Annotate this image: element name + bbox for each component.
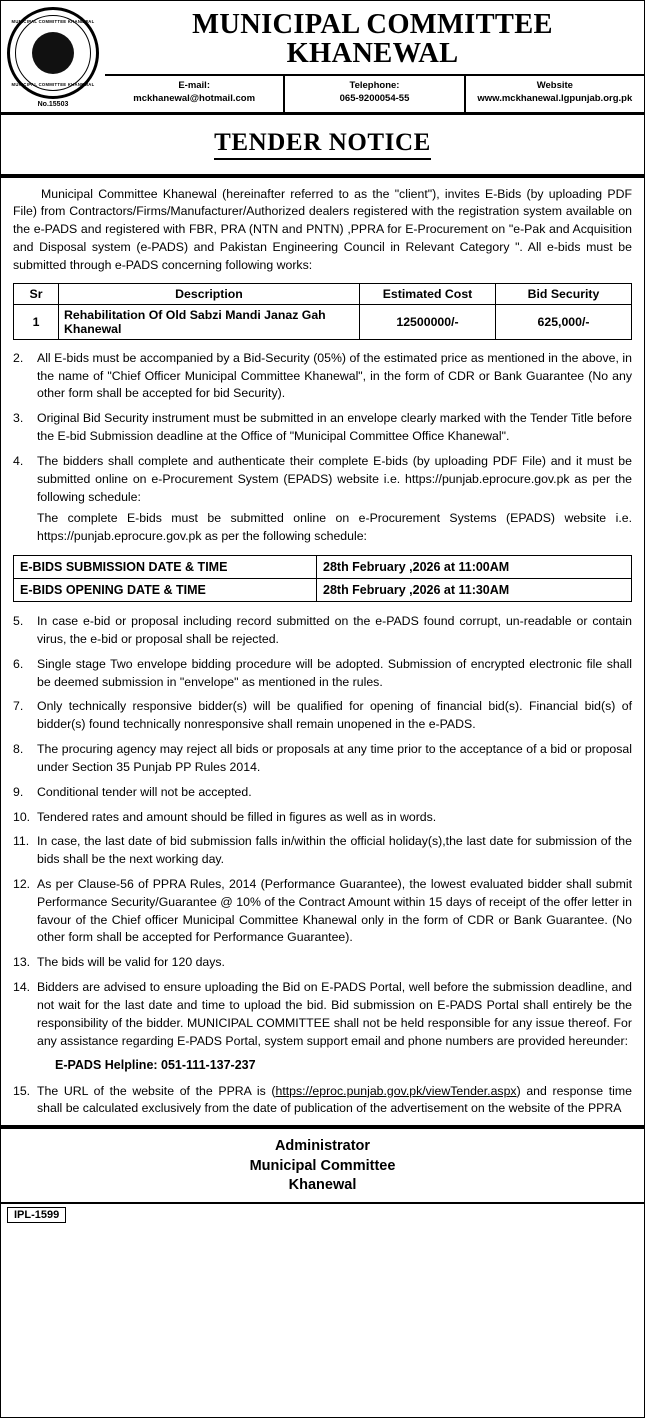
clause-4-subtext-label: The complete E-bids must be submitted online on e-Procurement Systems (EPADS) website i.e. https://punjab.eprocure.gov.pk as per the following schedule: — [37, 511, 632, 544]
seal-top-text: MUNICIPAL COMMITTEE KHANEWAL — [11, 18, 95, 24]
contact-website-label: Website — [536, 80, 573, 91]
footer-reference-bar — [1, 1202, 644, 1227]
clause-number: 13. — [13, 955, 31, 970]
clause-text: All E-bids must be accompanied by a Bid-Security (05%) of the estimated price as mentioned in the above, in the name of "Chief Officer Municipal Committee Khanewal", in the form of CDR or Bank Guarantee (No any other form shall be accepted for bid Security). — [37, 350, 632, 401]
clause-text: Original Bid Security instrument must be submitted in an envelope clearly marked with the Tender Title before the E-bid Submission deadline at the Office of "Municipal Committee Office Khanewal". — [37, 411, 632, 444]
title-band — [1, 115, 644, 166]
schedule-table — [13, 555, 632, 602]
list-item — [13, 876, 632, 947]
contact-bar — [105, 74, 644, 112]
clause-text: Tendered rates and amount should be filled in figures as well as in words. — [37, 809, 437, 824]
signatory-designation: Administrator — [274, 1138, 371, 1155]
list-item — [13, 809, 632, 827]
list-item — [13, 656, 632, 692]
clause-text: As per Clause-56 of PPRA Rules, 2014 (Performance Guarantee), the lowest evaluated bidder shall submit Performance Security/Guarantee @ 10% of the Contract Amount within 15 days of receipt of the offer letter in favour of the Chief officer Municipal Committee Khanewal only in the form of CDR or Bank Guarantee. (No other form shall be accepted for Performance Guarantee). — [37, 876, 632, 945]
list-item — [13, 698, 632, 734]
seal-number: No.15503 — [37, 100, 69, 108]
clause-text: The bidders shall complete and authenticate their complete E-bids (by uploading PDF File) and it must be submitted online on e-Procurement System (EPADS) website i.e. https://punjab.eprocure.gov.pk as per the following schedule: — [37, 453, 632, 504]
contact-telephone — [283, 76, 463, 112]
signatory-organization: Municipal Committee — [249, 1157, 396, 1174]
clause-number: 4. — [13, 453, 24, 468]
clause-text: In case, the last date of bid submission falls in/within the official holiday(s),the last date for submission of the bids shall be the next working day. — [37, 834, 632, 867]
contact-email-value[interactable]: mckhanewal@hotmail.com — [133, 92, 256, 104]
contact-telephone-label: Telephone: — [349, 80, 400, 91]
list-item — [13, 453, 632, 546]
masthead — [1, 1, 644, 115]
clause-text: The bids will be valid for 120 days. — [37, 955, 225, 970]
ppra-url-link[interactable]: https://eproc.punjab.gov.pk/viewTender.aspx — [275, 1083, 517, 1098]
clause-number: 10. — [13, 809, 31, 824]
list-item — [13, 741, 632, 777]
clause-number: 9. — [13, 784, 24, 799]
schedule-opening-value: 28th February ,2026 at 11:30AM — [317, 579, 632, 602]
works-col-bid-security: Bid Security — [496, 283, 632, 304]
list-item — [13, 954, 632, 972]
intro-paragraph: Municipal Committee Khanewal (hereinafter referred to as the "client"), invites E-Bids (by uploading PDF File) from Contractors/Firms/Manufacturer/Authorized dealers registered with the registration system available on the e-PADS and registered with FBR, PRA (NTN and PNTN) ,PPRA for E-Procurement on "e-Pak and Acquisition and Disposal system (e-PADS) and Pakistan Engineering Council in Relevant Category ". All e-bids must be submitted through e-PADS concerning following works: — [13, 186, 632, 272]
clause-list-before-schedule — [13, 350, 632, 546]
contact-email — [105, 76, 283, 112]
contact-website-value[interactable]: www.mckhanewal.lgpunjab.org.pk — [477, 92, 633, 104]
reference-number: IPL-1599 — [7, 1207, 66, 1223]
works-col-estimated-cost: Estimated Cost — [360, 283, 496, 304]
signatory-location: Khanewal — [288, 1177, 357, 1194]
clause-number: 2. — [13, 350, 24, 365]
works-table-header-row — [14, 283, 632, 304]
clause-text: Only technically responsive bidder(s) will be qualified for opening of financial bid(s). Financial bid(s) of bidder(s) found technically nonresponsive shall remain unopened in the e-PADS. — [37, 699, 632, 732]
clause-text: Single stage Two envelope bidding procedure will be adopted. Submission of encrypted electronic file shall be deemed submission in "envelope" as mentioned in the rules. — [37, 656, 632, 689]
table-row — [14, 556, 632, 579]
list-item — [13, 979, 632, 1074]
clause-number: 7. — [13, 699, 24, 714]
signature-block — [1, 1129, 644, 1202]
schedule-opening-label: E-BIDS OPENING DATE & TIME — [14, 579, 317, 602]
seal-bottom-text: MUNICIPAL COMMITTEE KHANEWAL — [11, 81, 95, 87]
seal-emblem-icon — [32, 32, 74, 74]
contact-website — [464, 76, 644, 112]
clause-4-subtext — [37, 510, 632, 546]
header-right — [105, 1, 644, 112]
clause-number: 11. — [13, 834, 30, 849]
works-col-sr: Sr — [14, 283, 59, 304]
logo-area — [1, 1, 105, 112]
clause-15-suffix: ) and response time shall be calculated exclusively from the date of publication of the advertisement on the website of the PPRA — [37, 1083, 632, 1116]
clause-number: 15. — [13, 1083, 31, 1098]
schedule-submission-value: 28th February ,2026 at 11:00AM — [317, 556, 632, 579]
clause-text: Conditional tender will not be accepted. — [37, 784, 252, 799]
organization-title: MUNICIPAL COMMITTEE KHANEWAL — [192, 9, 553, 69]
table-row — [14, 304, 632, 339]
schedule-submission-label: E-BIDS SUBMISSION DATE & TIME — [14, 556, 317, 579]
clause-15-prefix: The URL of the website of the PPRA is ( — [37, 1083, 276, 1098]
works-table — [13, 283, 632, 340]
list-item — [13, 350, 632, 403]
epads-helpline: E-PADS Helpline: 051-111-137-237 — [55, 1058, 256, 1073]
contact-email-label: E-mail: — [178, 80, 210, 91]
table-row — [14, 579, 632, 602]
list-item — [13, 1083, 632, 1119]
clause-number: 6. — [13, 656, 24, 671]
notice-body — [1, 178, 644, 1119]
list-item — [13, 613, 632, 649]
works-cell-bid-security: 625,000/- — [496, 304, 632, 339]
clause-list-after-schedule — [13, 613, 632, 1118]
clause-text: The procuring agency may reject all bids or proposals at any time prior to the acceptance of a bid or proposal under Section 35 Punjab PP Rules 2014. — [37, 742, 632, 774]
clause-text: Bidders are advised to ensure uploading the Bid on E-PADS Portal, well before the submission deadline, and not wait for the last date and time to upload the bid. Bid submission on E-PADS Portal shall entirely be the responsibility of the bidder. MUNICIPAL COMMITTEE shall not be held responsible for any issue thereof. For any assistance regarding E-PADS Portal, system support email and phone numbers are provided hereunder: — [37, 980, 632, 1048]
clause-number: 8. — [13, 742, 24, 757]
contact-telephone-value: 065-9200054-55 — [339, 92, 410, 104]
clause-number: 14. — [13, 980, 31, 995]
clause-text: In case e-bid or proposal including record submitted on the e-PADS found corrupt, un-readable or contain virus, the e-bid or proposal shall be rejected. — [37, 614, 632, 646]
list-item — [13, 784, 632, 802]
list-item — [13, 833, 632, 869]
clause-number: 5. — [13, 614, 24, 629]
works-cell-description: Rehabilitation Of Old Sabzi Mandi Janaz Gah Khanewal — [59, 304, 360, 339]
works-col-description: Description — [59, 283, 360, 304]
municipal-seal-icon — [7, 7, 99, 99]
list-item — [13, 410, 632, 446]
works-cell-sr: 1 — [14, 304, 59, 339]
clause-number: 3. — [13, 411, 24, 426]
clause-number: 12. — [13, 876, 31, 891]
page-title: TENDER NOTICE — [214, 129, 431, 160]
works-cell-estimated-cost: 12500000/- — [360, 304, 496, 339]
